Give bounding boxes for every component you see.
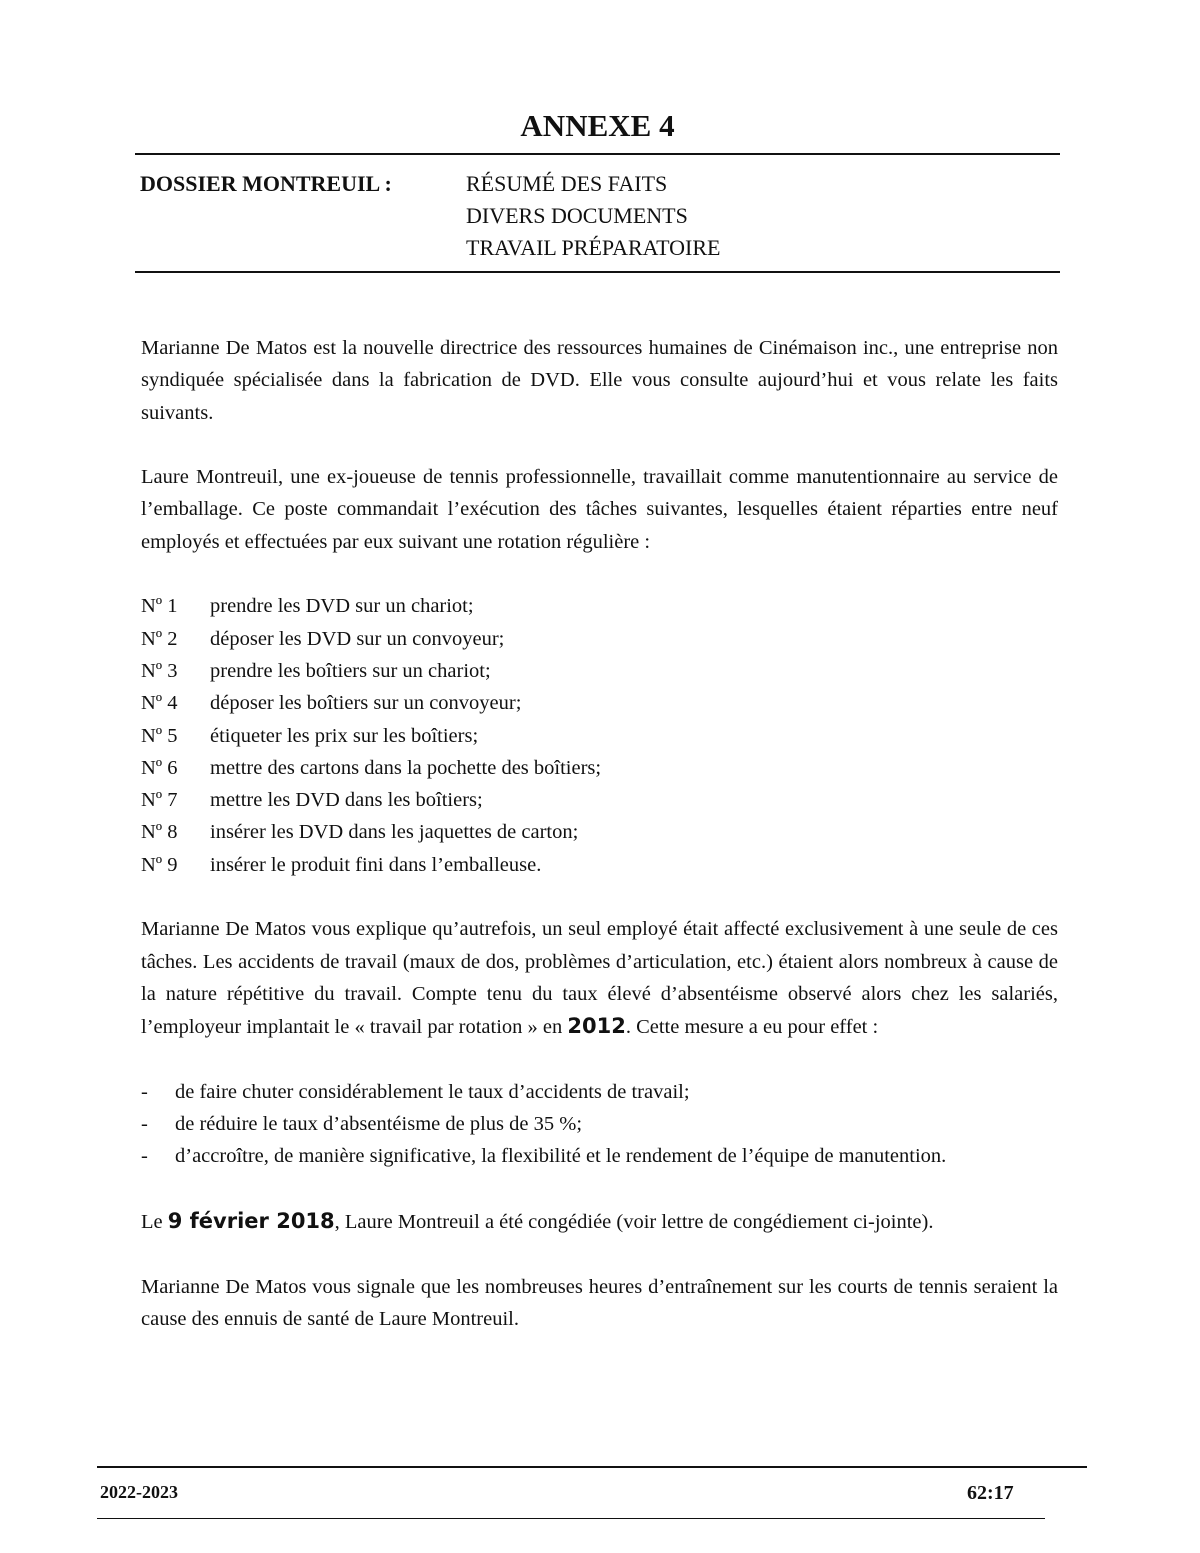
- task-number: Nº 6: [141, 756, 178, 779]
- effect-text: d’accroître, de manière significative, la flexibilité et le rendement de l’équipe de manutention.: [175, 1145, 947, 1168]
- document-body: [141, 332, 1058, 1368]
- task-number: Nº 5: [141, 724, 178, 747]
- task-number: Nº 9: [141, 853, 178, 876]
- task-item: [141, 784, 1058, 816]
- rotation-year: 2012: [567, 1014, 626, 1039]
- task-text: insérer le produit fini dans l’emballeuse.: [210, 853, 542, 876]
- dismissal-text-start: Le: [141, 1211, 168, 1234]
- effect-item: [141, 1108, 1058, 1140]
- task-text: mettre les DVD dans les boîtiers;: [210, 789, 483, 812]
- task-text: prendre les boîtiers sur un chariot;: [210, 659, 491, 682]
- health-paragraph: Marianne De Matos vous signale que les nombreuses heures d’entraînement sur les courts de tennis seraient la cause des ennuis de santé de Laure Montreuil.: [141, 1275, 1058, 1330]
- task-text: insérer les DVD dans les jaquettes de carton;: [210, 821, 579, 844]
- task-number: Nº 1: [141, 595, 178, 618]
- effects-list: [141, 1076, 1058, 1173]
- task-number: Nº 4: [141, 692, 178, 715]
- dismissal-text-end: , Laure Montreuil a été congédiée (voir lettre de congédiement ci-jointe).: [334, 1211, 934, 1234]
- page-title: ANNEXE 4: [520, 108, 675, 143]
- dossier-item: TRAVAIL PRÉPARATOIRE: [466, 235, 721, 260]
- history-paragraph: [141, 913, 1058, 1043]
- task-number: Nº 8: [141, 821, 178, 844]
- task-text: mettre des cartons dans la pochette des boîtiers;: [210, 756, 602, 779]
- task-item: [141, 752, 1058, 784]
- dossier-label: DOSSIER MONTREUIL :: [140, 171, 392, 196]
- effect-item: [141, 1076, 1058, 1108]
- task-item: [141, 655, 1058, 687]
- task-number: Nº 3: [141, 659, 178, 682]
- header-top-rule: [135, 153, 1060, 155]
- task-text: étiqueter les prix sur les boîtiers;: [210, 724, 479, 747]
- task-text: déposer les boîtiers sur un convoyeur;: [210, 692, 522, 715]
- dossier-items: [466, 168, 721, 264]
- task-item: [141, 849, 1058, 881]
- bullet-dash: -: [141, 1113, 148, 1136]
- footer-top-rule: [97, 1466, 1087, 1468]
- context-paragraph: Laure Montreuil, une ex-joueuse de tennis professionnelle, travaillait comme manutentionnaire au service de l’emballage. Ce poste commandait l’exécution des tâches suivantes, lesquelles étaient réparties entre neuf employés et effectuées par eux suivant une rotation régulière :: [141, 466, 1058, 553]
- bullet-dash: -: [141, 1080, 148, 1103]
- header-bottom-rule: [135, 271, 1060, 273]
- task-number: Nº 2: [141, 627, 178, 650]
- task-item: [141, 720, 1058, 752]
- dossier-item: RÉSUMÉ DES FAITS: [466, 171, 668, 196]
- page-number: 62:17: [967, 1482, 1014, 1504]
- effect-item: [141, 1140, 1058, 1172]
- effect-text: de faire chuter considérablement le taux d’accidents de travail;: [175, 1080, 690, 1103]
- dismissal-paragraph: [141, 1205, 1058, 1238]
- footer-year: 2022-2023: [100, 1482, 178, 1502]
- history-text-end: . Cette mesure a eu pour effet :: [625, 1016, 879, 1039]
- task-text: prendre les DVD sur un chariot;: [210, 595, 474, 618]
- history-text: Marianne De Matos vous explique qu’autrefois, un seul employé était affecté exclusivement à une seule de ces tâches. Les accidents de travail (maux de dos, problèmes d’articulation, etc.) étaient alors nombreux à cause de la nature répétitive du travail. Compte tenu du taux élevé d’absentéisme observé alors chez les salariés, l’employeur implantait le « travail par rotation » en: [141, 918, 1058, 1039]
- dossier-item: DIVERS DOCUMENTS: [466, 203, 688, 228]
- task-item: [141, 623, 1058, 655]
- bullet-dash: -: [141, 1145, 148, 1168]
- task-item: [141, 590, 1058, 622]
- effect-text: de réduire le taux d’absentéisme de plus de 35 %;: [175, 1113, 583, 1136]
- task-item: [141, 816, 1058, 848]
- dismissal-date: 9 février 2018: [167, 1209, 335, 1234]
- intro-paragraph: Marianne De Matos est la nouvelle directrice des ressources humaines de Cinémaison inc., une entreprise non syndiquée spécialisée dans la fabrication de DVD. Elle vous consulte aujourd’hui et vous relate les faits suivants.: [141, 337, 1058, 424]
- task-item: [141, 687, 1058, 719]
- task-text: déposer les DVD sur un convoyeur;: [210, 627, 505, 650]
- task-number: Nº 7: [141, 789, 178, 812]
- footer-bottom-rule: [97, 1518, 1045, 1519]
- task-list: [141, 590, 1058, 881]
